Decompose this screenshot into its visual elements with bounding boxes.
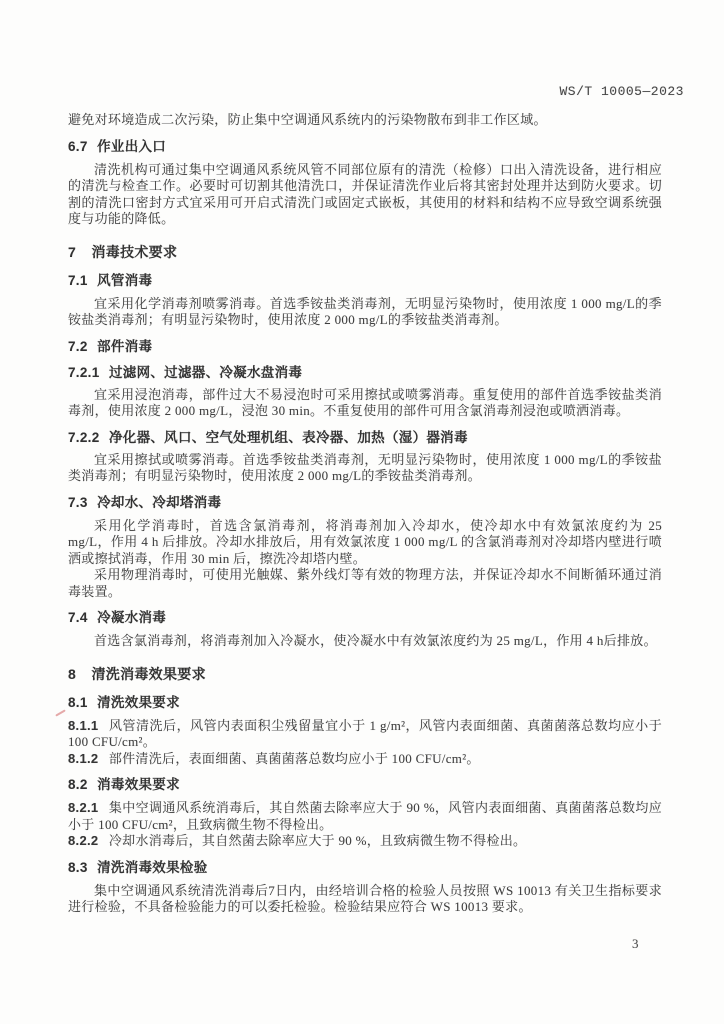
standard-number-header: WS/T 10005—2023 [559,84,684,99]
clause-8.1.1 [68,718,662,751]
heading-number: 7.2.1 [68,364,100,380]
red-pen-artifact [55,709,66,716]
paragraph: 集中空调通风系统清洗消毒后7日内，由经培训合格的检验人员按照 WS 10013 有关卫生指标要求进行检验，不具备检验能力的可以委托检验。检验结果应符合 WS 10013 要求。 [68,882,662,914]
paragraph: 采用化学消毒时，首选含氯消毒剂，将消毒剂加入冷却水，使冷却水中有效氯浓度约为 25 mg/L，作用 4 h 后排放。冷却水排放后，用有效氯浓度 1 000 mg/L 的含氯消毒剂对冷却塔内壁进行喷洒或擦拭消毒，作用 30 min 后，擦洗冷却塔内壁。 [68,517,662,566]
heading-title: 冷却水、冷却塔消毒 [97,494,222,510]
heading-title: 消毒技术要求 [91,243,178,260]
heading-title: 净化器、风口、空气处理机组、表冷器、加热（湿）器消毒 [108,429,468,445]
paragraph: 采用物理消毒时，可使用光触媒、紫外线灯等有效的物理方法，并保证冷却水不间断循环通过消毒装置。 [68,567,662,599]
heading-title: 清洗效果要求 [97,694,180,710]
heading-number: 8 [68,665,77,682]
section-heading-7.2 [68,338,662,355]
clause-number: 8.2.1 [68,800,99,815]
heading-number: 7.3 [68,494,88,510]
heading-number: 8.2 [68,777,88,792]
clause-number: 8.1.2 [68,750,99,766]
section-heading-7.3 [68,494,662,511]
clause-text: 风管清洗后，风管内表面积尘残留量宜小于 1 g/m²，风管内表面细菌、真菌菌落总数均应小于 100 CFU/cm²。 [68,717,662,749]
page-number: 3 [632,936,639,951]
paragraph: 宜采用化学消毒剂喷雾消毒。首选季铵盐类消毒剂，无明显污染物时，使用浓度 1 000 mg/L的季铵盐类消毒剂；有明显污染物时，使用浓度 2 000 mg/L的季铵盐类消毒剂。 [68,295,662,327]
clause-text: 部件清洗后，表面细菌、真菌菌落总数均应小于 100 CFU/cm²。 [108,750,480,766]
heading-title: 清洗消毒效果检验 [97,859,208,875]
section-heading-8.1 [68,694,662,711]
heading-title: 风管消毒 [97,272,153,288]
heading-title: 消毒效果要求 [97,777,180,792]
heading-number: 7.1 [68,272,88,288]
heading-title: 清洗消毒效果要求 [91,665,206,682]
heading-title: 过滤网、过滤器、冷凝水盘消毒 [108,364,303,380]
heading-number: 6.7 [68,138,88,154]
paragraph: 宜采用浸泡消毒，部件过大不易浸泡时可采用擦拭或喷雾消毒。重复使用的部件首选季铵盐类消毒剂，使用浓度 2 000 mg/L，浸泡 30 min。不重复使用的部件可用含氯消毒剂浸泡或喷洒消毒。 [68,386,662,418]
section-heading-7.2.2 [68,429,662,446]
heading-number: 7.4 [68,610,88,625]
clause-number: 8.1.1 [68,717,99,733]
section-heading-6.7 [68,138,662,155]
section-heading-8.2 [68,776,662,793]
heading-title: 冷凝水消毒 [97,610,167,625]
paragraph: 首选含氯消毒剂，将消毒剂加入冷凝水，使冷凝水中有效氯浓度约为 25 mg/L，作用 4 h后排放。 [94,633,657,648]
heading-number: 8.1 [68,694,88,710]
clause-number: 8.2.2 [68,833,99,848]
paragraph: 宜采用擦拭或喷雾消毒。首选季铵盐类消毒剂，无明显污染物时，使用浓度 1 000 mg/L的季铵盐类消毒剂；有明显污染物时，使用浓度 2 000 mg/L的季铵盐类消毒剂。 [68,451,662,483]
paragraph: 避免对环境造成二次污染，防止集中空调通风系统内的污染物散布到非工作区域。 [68,112,547,127]
section-heading-8 [68,665,662,684]
clause-text: 集中空调通风系统消毒后，其自然菌去除率应大于 90 %，风管内表面细菌、真菌菌落总数均应小于 100 CFU/cm²，且致病微生物不得检出。 [68,800,662,832]
clause-8.2.1 [68,800,662,833]
clause-text: 冷却水消毒后，其自然菌去除率应大于 90 %，且致病微生物不得检出。 [108,833,527,848]
paragraph: 清洗机构可通过集中空调通风系统风管不同部位原有的清洗（检修）口出入清洗设备，进行相应的清洗与检查工作。必要时可切割其他清洗口，并保证清洗作业后将其密封处理并达到防火要求。切割的清洗口密封方式宜采用可开启式清洗门或固定式嵌板，其使用的材料和结构不应导致空调系统强度与功能的降低。 [68,161,662,226]
clause-8.1.2 [68,751,662,768]
heading-title: 作业出入口 [97,138,167,154]
heading-number: 7.2.2 [68,429,100,445]
section-heading-7 [68,243,662,262]
heading-title: 部件消毒 [97,338,153,354]
clause-8.2.2 [68,833,662,850]
section-heading-7.4 [68,609,662,626]
section-heading-7.1 [68,272,662,289]
document-content [68,112,662,916]
heading-number: 7 [68,243,77,260]
section-heading-7.2.1 [68,364,662,381]
heading-number: 7.2 [68,338,88,354]
section-heading-8.3 [68,859,662,876]
heading-number: 8.3 [68,859,88,875]
